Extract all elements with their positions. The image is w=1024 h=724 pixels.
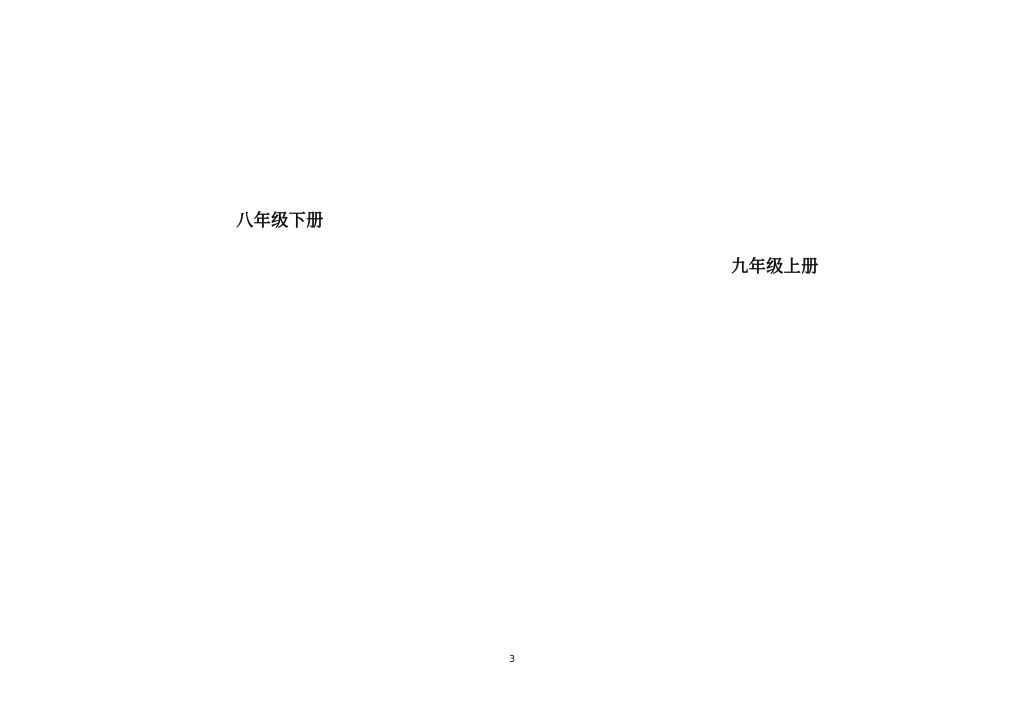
word-entry: [895, 322, 1000, 338]
word-entry: [780, 394, 885, 410]
word-entry: [170, 384, 275, 400]
word-entry: [550, 110, 655, 126]
word-entry: [55, 420, 160, 436]
word-entry: [400, 618, 505, 634]
word-entry: [665, 556, 770, 572]
word-entry: [285, 164, 390, 180]
word-entry: [285, 582, 390, 598]
word-entry: [895, 484, 1000, 500]
word-entry: [170, 510, 275, 526]
word-entry: [550, 376, 655, 392]
word-entry: [55, 582, 160, 598]
word-entry: [285, 510, 390, 526]
word-entry: [780, 700, 885, 716]
word-entry: [55, 330, 160, 346]
word-entry: [665, 592, 770, 608]
word-entry: [285, 546, 390, 562]
word-entry: [400, 600, 505, 616]
word-entry: [170, 366, 275, 382]
word-entry: [550, 592, 655, 608]
word-entry: [55, 492, 160, 508]
word-entry: [895, 502, 1000, 518]
word-entry: [170, 708, 275, 724]
word-entry: [780, 448, 885, 464]
word-entry: [285, 182, 390, 198]
word-entry: [400, 92, 505, 108]
word-entry: [400, 348, 505, 364]
word-entry: [285, 492, 390, 508]
word-entry: [895, 574, 1000, 590]
word-entry: [550, 286, 655, 302]
word-entry: [665, 304, 770, 320]
word-entry: [665, 358, 770, 374]
word-entry: [55, 182, 160, 198]
word-entry: [895, 304, 1000, 320]
word-entry: [895, 286, 1000, 302]
word-entry: [285, 110, 390, 126]
word-entry: [665, 412, 770, 428]
word-entry: [55, 528, 160, 544]
word-entry: [400, 164, 505, 180]
word-entry: [400, 564, 505, 580]
word-entry: [170, 438, 275, 454]
word-entry: [400, 182, 505, 198]
word-entry: [780, 466, 885, 482]
left-column: [55, 56, 505, 724]
word-entry: [665, 682, 770, 698]
word-entry: [550, 682, 655, 698]
word-entry: [285, 438, 390, 454]
word-entry: [665, 502, 770, 518]
section-title-grade9-vol1: 九年级上册: [731, 257, 819, 277]
word-entry: [170, 492, 275, 508]
word-entry: [895, 448, 1000, 464]
word-entry: [400, 294, 505, 310]
word-entry: [285, 600, 390, 616]
word-entry: [55, 240, 160, 256]
word-entry: [170, 348, 275, 364]
word-entry: [170, 582, 275, 598]
word-entry: [895, 74, 1000, 90]
word-entry: [170, 564, 275, 580]
word-entry: [400, 258, 505, 274]
word-entry: [550, 628, 655, 644]
word-entry: [170, 92, 275, 108]
word-entry: [550, 164, 655, 180]
word-entry: [170, 546, 275, 562]
word-entry: [285, 312, 390, 328]
word-entry: [780, 538, 885, 554]
word-entry: [170, 146, 275, 162]
right-column: [550, 56, 1000, 716]
word-entry: [665, 538, 770, 554]
word-entry: [550, 448, 655, 464]
word-entry: [400, 402, 505, 418]
word-entry: [780, 376, 885, 392]
word-entry: [665, 164, 770, 180]
word-entry: [895, 340, 1000, 356]
word-entry: [780, 430, 885, 446]
word-entry: [550, 200, 655, 216]
word-entry: [665, 286, 770, 302]
word-entry: [55, 92, 160, 108]
word-entry: [895, 538, 1000, 554]
word-entry: [55, 164, 160, 180]
word-entry: [170, 420, 275, 436]
word-entry: [400, 74, 505, 90]
word-entry: [895, 700, 1000, 716]
word-entry: [55, 636, 160, 652]
word-entry: [285, 92, 390, 108]
word-entry: [665, 448, 770, 464]
word-entry: [285, 74, 390, 90]
word-entry: [170, 330, 275, 346]
word-entry: [895, 556, 1000, 572]
word-entry: [55, 474, 160, 490]
word-entry: [780, 182, 885, 198]
word-entry: [895, 146, 1000, 162]
word-entry: [400, 240, 505, 256]
word-entry: [55, 546, 160, 562]
word-entry: [400, 384, 505, 400]
word-entry: [55, 74, 160, 90]
word-entry: [550, 502, 655, 518]
word-entry: [780, 358, 885, 374]
word-entry: [55, 708, 160, 724]
word-entry: [285, 294, 390, 310]
word-entry: [665, 92, 770, 108]
word-entry: [170, 474, 275, 490]
word-entry: [550, 74, 655, 90]
word-entry: [665, 146, 770, 162]
word-entry: [400, 636, 505, 652]
word-entry: [170, 402, 275, 418]
word-entry: [55, 384, 160, 400]
word-entry: [895, 394, 1000, 410]
word-entry: [55, 690, 160, 706]
word-entry: [550, 574, 655, 590]
word-entry: [400, 276, 505, 292]
word-entry: [55, 258, 160, 274]
word-entry: [170, 56, 275, 72]
word-entry: [550, 484, 655, 500]
word-entry: [170, 600, 275, 616]
word-entry: [400, 366, 505, 382]
word-entry: [780, 110, 885, 126]
word-entry: [665, 182, 770, 198]
word-entry: [400, 528, 505, 544]
word-entry: [170, 128, 275, 144]
word-entry: [780, 610, 885, 626]
word-entry: [665, 610, 770, 626]
word-entry: [400, 312, 505, 328]
word-entry: [550, 610, 655, 626]
word-entry: [665, 484, 770, 500]
word-entry: [400, 474, 505, 490]
word-entry: [895, 182, 1000, 198]
word-entry: [895, 664, 1000, 680]
page-number: 3: [508, 654, 516, 665]
word-entry: [895, 164, 1000, 180]
word-entry: [400, 56, 505, 72]
word-entry: [285, 420, 390, 436]
word-entry: [665, 376, 770, 392]
word-entry: [55, 276, 160, 292]
word-entry: [780, 628, 885, 644]
word-entry: [285, 564, 390, 580]
word-entry: [665, 520, 770, 536]
word-entry: [895, 682, 1000, 698]
word-entry: [170, 258, 275, 274]
word-entry: [55, 672, 160, 688]
word-entry: [895, 592, 1000, 608]
word-entry: [550, 538, 655, 554]
word-entry: [665, 56, 770, 72]
word-entry: [550, 430, 655, 446]
word-entry: [665, 322, 770, 338]
word-entry: [170, 672, 275, 688]
word-entry: [665, 628, 770, 644]
word-entry: [400, 146, 505, 162]
word-entry: [550, 146, 655, 162]
word-entry: [55, 564, 160, 580]
word-entry: [400, 438, 505, 454]
word-entry: [780, 556, 885, 572]
word-entry: [780, 664, 885, 680]
word-entry: [895, 376, 1000, 392]
word-entry: [55, 110, 160, 126]
word-entry: [400, 582, 505, 598]
word-entry: [665, 466, 770, 482]
word-entry: [550, 664, 655, 680]
word-entry: [780, 164, 885, 180]
word-entry: [285, 348, 390, 364]
word-entry: [55, 56, 160, 72]
word-entry: [895, 628, 1000, 644]
word-entry: [400, 456, 505, 472]
word-entry: [55, 510, 160, 526]
word-entry: [895, 466, 1000, 482]
word-entry: [170, 690, 275, 706]
word-entry: [780, 520, 885, 536]
right-section-grid: [550, 286, 1000, 716]
word-entry: [170, 164, 275, 180]
word-entry: [780, 146, 885, 162]
word-entry: [895, 430, 1000, 446]
word-entry: [665, 200, 770, 216]
word-entry: [285, 474, 390, 490]
word-entry: [55, 366, 160, 382]
word-entry: [895, 412, 1000, 428]
word-entry: [55, 128, 160, 144]
word-entry: [400, 110, 505, 126]
word-entry: [780, 592, 885, 608]
word-entry: [55, 294, 160, 310]
word-entry: [895, 358, 1000, 374]
word-entry: [400, 708, 505, 724]
word-entry: [170, 456, 275, 472]
word-entry: [780, 56, 885, 72]
word-entry: [550, 340, 655, 356]
word-entry: [285, 384, 390, 400]
word-entry: [55, 402, 160, 418]
word-entry: [55, 312, 160, 328]
word-entry: [665, 128, 770, 144]
word-entry: [550, 394, 655, 410]
word-entry: [285, 690, 390, 706]
word-entry: [400, 330, 505, 346]
word-entry: [285, 146, 390, 162]
word-entry: [550, 412, 655, 428]
word-entry: [170, 182, 275, 198]
word-entry: [55, 456, 160, 472]
word-entry: [55, 348, 160, 364]
word-entry: [550, 128, 655, 144]
word-entry: [665, 664, 770, 680]
word-entry: [400, 672, 505, 688]
word-entry: [400, 690, 505, 706]
word-entry: [285, 128, 390, 144]
word-entry: [780, 286, 885, 302]
left-section-grid: [55, 240, 505, 724]
word-entry: [665, 700, 770, 716]
word-entry: [550, 182, 655, 198]
word-entry: [55, 438, 160, 454]
word-entry: [285, 366, 390, 382]
word-entry: [895, 56, 1000, 72]
word-entry: [170, 312, 275, 328]
word-entry: [550, 358, 655, 374]
word-entry: [780, 682, 885, 698]
word-entry: [550, 700, 655, 716]
word-entry: [170, 240, 275, 256]
word-entry: [780, 484, 885, 500]
word-entry: [550, 466, 655, 482]
word-entry: [55, 146, 160, 162]
word-entry: [285, 636, 390, 652]
word-entry: [665, 394, 770, 410]
word-entry: [780, 340, 885, 356]
word-entry: [780, 412, 885, 428]
word-entry: [550, 322, 655, 338]
word-entry: [55, 618, 160, 634]
word-entry: [895, 128, 1000, 144]
word-entry: [285, 618, 390, 634]
word-entry: [895, 110, 1000, 126]
word-entry: [170, 276, 275, 292]
word-entry: [780, 128, 885, 144]
word-entry: [285, 258, 390, 274]
word-entry: [170, 636, 275, 652]
word-entry: [285, 330, 390, 346]
word-entry: [550, 56, 655, 72]
word-entry: [400, 510, 505, 526]
word-entry: [665, 430, 770, 446]
word-entry: [665, 574, 770, 590]
word-entry: [780, 200, 885, 216]
word-entry: [550, 92, 655, 108]
word-entry: [170, 110, 275, 126]
word-entry: [400, 420, 505, 436]
word-entry: [55, 600, 160, 616]
word-entry: [780, 304, 885, 320]
word-entry: [170, 74, 275, 90]
word-entry: [170, 528, 275, 544]
word-entry: [285, 672, 390, 688]
word-entry: [665, 74, 770, 90]
word-entry: [285, 708, 390, 724]
left-top-grid: [55, 56, 505, 198]
word-entry: [895, 610, 1000, 626]
word-entry: [550, 556, 655, 572]
word-entry: [285, 240, 390, 256]
word-entry: [895, 520, 1000, 536]
word-entry: [665, 110, 770, 126]
right-top-grid: [550, 56, 1000, 216]
word-entry: [780, 574, 885, 590]
word-entry: [285, 402, 390, 418]
word-entry: [550, 520, 655, 536]
word-entry: [895, 200, 1000, 216]
word-entry: [170, 294, 275, 310]
word-entry: [285, 528, 390, 544]
word-entry: [780, 92, 885, 108]
word-entry: [895, 92, 1000, 108]
word-entry: [400, 128, 505, 144]
word-entry: [170, 618, 275, 634]
word-entry: [285, 276, 390, 292]
word-entry: [400, 492, 505, 508]
word-entry: [665, 340, 770, 356]
section-title-grade8-vol2: 八年级下册: [236, 211, 324, 231]
word-entry: [550, 304, 655, 320]
word-entry: [780, 74, 885, 90]
word-entry: [285, 56, 390, 72]
word-entry: [400, 546, 505, 562]
word-entry: [780, 502, 885, 518]
word-entry: [780, 322, 885, 338]
word-entry: [285, 456, 390, 472]
